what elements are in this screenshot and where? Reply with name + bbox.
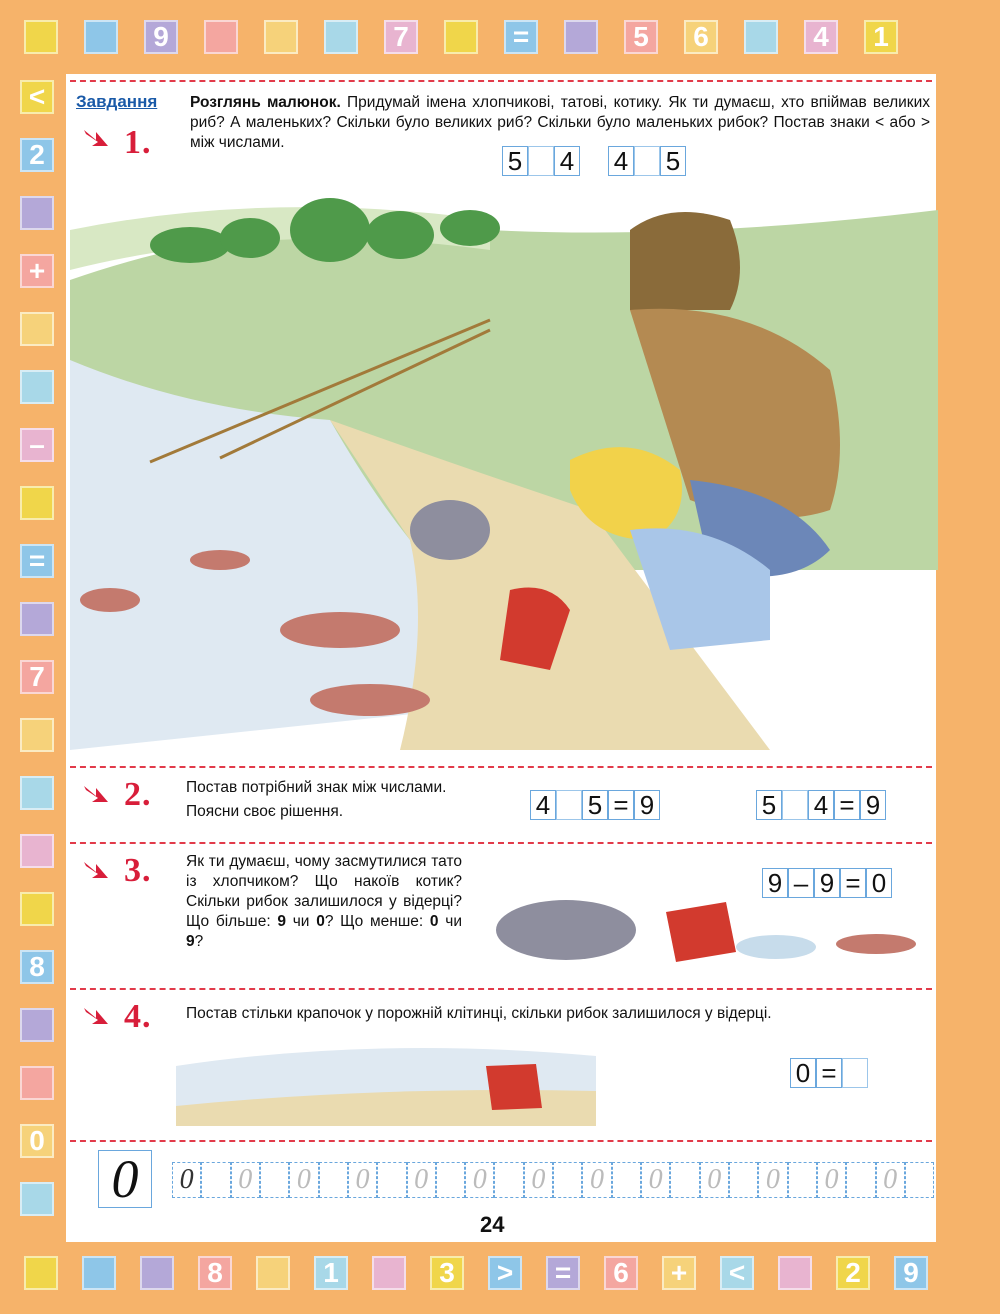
box-cell: = bbox=[816, 1058, 842, 1088]
arrow-icon bbox=[82, 782, 110, 806]
box-cell: 4 bbox=[808, 790, 834, 820]
divider bbox=[70, 766, 932, 768]
txt: ? Що менше: bbox=[324, 913, 430, 930]
writing-cell-empty[interactable] bbox=[201, 1162, 230, 1198]
border-tile bbox=[744, 20, 778, 54]
page-number: 24 bbox=[480, 1212, 505, 1237]
box-cell: 4 bbox=[554, 146, 580, 176]
task-1-number: 1. bbox=[124, 124, 152, 161]
task-4-number: 4. bbox=[124, 998, 152, 1035]
border-tile: 9 bbox=[144, 20, 178, 54]
task-1-bold: Розглянь малюнок. bbox=[190, 94, 341, 111]
writing-cell[interactable]: 0 bbox=[289, 1162, 318, 1198]
border-tile: 6 bbox=[684, 20, 718, 54]
task-2-boxes-b bbox=[756, 790, 886, 822]
border-tile: – bbox=[20, 428, 54, 462]
arrow-icon bbox=[82, 126, 110, 150]
box-cell: = bbox=[840, 868, 866, 898]
box-cell: 5 bbox=[756, 790, 782, 820]
border-tile: 2 bbox=[836, 1256, 870, 1290]
box-cell-empty[interactable] bbox=[842, 1058, 868, 1088]
box-cell: 0 bbox=[866, 868, 892, 898]
writing-cell-empty[interactable] bbox=[319, 1162, 348, 1198]
writing-cell-empty[interactable] bbox=[494, 1162, 523, 1198]
task-2-number: 2. bbox=[124, 776, 152, 813]
border-tile: 6 bbox=[604, 1256, 638, 1290]
border-tile bbox=[20, 1066, 54, 1100]
bold-num: 9 bbox=[277, 913, 287, 930]
border-tile bbox=[564, 20, 598, 54]
border-tile: = bbox=[504, 20, 538, 54]
writing-cell-empty[interactable] bbox=[846, 1162, 875, 1198]
border-tile: + bbox=[662, 1256, 696, 1290]
border-tile: 8 bbox=[198, 1256, 232, 1290]
border-tile bbox=[20, 776, 54, 810]
border-tile bbox=[20, 1008, 54, 1042]
divider bbox=[70, 988, 932, 990]
border-tile bbox=[20, 892, 54, 926]
box-cell: 9 bbox=[860, 790, 886, 820]
task-1-body: Придумай імена хлопчикові, татові, котику. Як ти думаєш, хто впіймав великих риб? А маленьких? Скільки було великих риб? Скільки було маленьких рибок? Постав знаки < або > між числами. bbox=[190, 94, 930, 151]
task-4-text: Постав стільки крапочок у порожній клітинці, скільки рибок залишилося у відерці. bbox=[186, 1005, 772, 1022]
fishing-illustration bbox=[70, 190, 938, 750]
box-cell-empty[interactable] bbox=[634, 146, 660, 176]
border-tile: 1 bbox=[864, 20, 898, 54]
border-tile bbox=[20, 834, 54, 868]
box-cell: 4 bbox=[608, 146, 634, 176]
border-tile: < bbox=[720, 1256, 754, 1290]
border-tile bbox=[264, 20, 298, 54]
border-tile bbox=[20, 1182, 54, 1216]
task-1-boxes-a bbox=[502, 146, 580, 178]
box-cell: 4 bbox=[530, 790, 556, 820]
border-tile bbox=[140, 1256, 174, 1290]
border-tile: 8 bbox=[20, 950, 54, 984]
writing-cell[interactable]: 0 bbox=[641, 1162, 670, 1198]
box-cell: 5 bbox=[502, 146, 528, 176]
writing-cell-empty[interactable] bbox=[436, 1162, 465, 1198]
border-tile bbox=[778, 1256, 812, 1290]
writing-cell[interactable]: 0 bbox=[700, 1162, 729, 1198]
writing-cell[interactable]: 0 bbox=[231, 1162, 260, 1198]
writing-cell-empty[interactable] bbox=[729, 1162, 758, 1198]
txt: чи bbox=[286, 913, 317, 930]
border-tile: 5 bbox=[624, 20, 658, 54]
border-tile: 4 bbox=[804, 20, 838, 54]
border-tile: 0 bbox=[20, 1124, 54, 1158]
border-tile bbox=[20, 486, 54, 520]
writing-cell[interactable]: 0 bbox=[524, 1162, 553, 1198]
border-tile: 7 bbox=[20, 660, 54, 694]
writing-cell[interactable]: 0 bbox=[407, 1162, 436, 1198]
writing-cell-empty[interactable] bbox=[788, 1162, 817, 1198]
writing-cell[interactable]: 0 bbox=[348, 1162, 377, 1198]
border-tile bbox=[444, 20, 478, 54]
writing-cell-empty[interactable] bbox=[612, 1162, 641, 1198]
border-tile: = bbox=[20, 544, 54, 578]
border-tile bbox=[24, 1256, 58, 1290]
border-tile bbox=[20, 602, 54, 636]
task-2-boxes-a bbox=[530, 790, 660, 822]
border-tile bbox=[256, 1256, 290, 1290]
border-tile bbox=[20, 196, 54, 230]
pond-illustration bbox=[176, 1036, 596, 1126]
writing-cell[interactable]: 0 bbox=[582, 1162, 611, 1198]
box-cell-empty[interactable] bbox=[528, 146, 554, 176]
task-3-boxes bbox=[762, 868, 892, 900]
border-tile: 7 bbox=[384, 20, 418, 54]
bold-num: 0 bbox=[429, 913, 439, 930]
box-cell-empty[interactable] bbox=[556, 790, 582, 820]
border-tile bbox=[372, 1256, 406, 1290]
box-cell: 9 bbox=[814, 868, 840, 898]
box-cell: 9 bbox=[634, 790, 660, 820]
task-1-boxes-b bbox=[608, 146, 686, 178]
border-tile bbox=[20, 370, 54, 404]
border-tile bbox=[324, 20, 358, 54]
task-1-text bbox=[190, 93, 930, 153]
writing-cell[interactable]: 0 bbox=[817, 1162, 846, 1198]
task-3-text bbox=[186, 852, 462, 952]
divider bbox=[70, 1140, 932, 1142]
writing-cell[interactable]: 0 bbox=[758, 1162, 787, 1198]
border-tile bbox=[20, 718, 54, 752]
box-cell: 5 bbox=[660, 146, 686, 176]
arrow-icon bbox=[82, 1004, 110, 1028]
txt: чи bbox=[438, 913, 462, 930]
box-cell: – bbox=[788, 868, 814, 898]
border-tile bbox=[20, 312, 54, 346]
task-2-line-1: Постав потрібний знак між числами. bbox=[186, 779, 447, 796]
box-cell: 9 bbox=[762, 868, 788, 898]
writing-cell[interactable]: 0 bbox=[876, 1162, 905, 1198]
writing-cell-empty[interactable] bbox=[905, 1162, 934, 1198]
task-3-number: 3. bbox=[124, 852, 152, 889]
border-tile: 2 bbox=[20, 138, 54, 172]
txt: ? bbox=[194, 933, 204, 950]
border-tile: 9 bbox=[894, 1256, 928, 1290]
writing-sample: 0 bbox=[98, 1150, 152, 1208]
border-tile bbox=[24, 20, 58, 54]
task-4-boxes bbox=[790, 1058, 868, 1090]
border-tile bbox=[82, 1256, 116, 1290]
box-cell: 5 bbox=[582, 790, 608, 820]
header-label: Завдання bbox=[76, 92, 158, 111]
writing-cell[interactable]: 0 bbox=[465, 1162, 494, 1198]
border-tile: = bbox=[546, 1256, 580, 1290]
box-cell-empty[interactable] bbox=[782, 790, 808, 820]
border-tile: + bbox=[20, 254, 54, 288]
border-tile: 3 bbox=[430, 1256, 464, 1290]
writing-cell-empty[interactable] bbox=[377, 1162, 406, 1198]
border-tile: > bbox=[488, 1256, 522, 1290]
bold-num: 9 bbox=[186, 933, 195, 950]
arrow-icon bbox=[82, 858, 110, 882]
box-cell: = bbox=[608, 790, 634, 820]
divider bbox=[70, 842, 932, 844]
writing-cell[interactable]: 0 bbox=[172, 1162, 201, 1198]
border-tile: < bbox=[20, 80, 54, 114]
writing-cell-empty[interactable] bbox=[260, 1162, 289, 1198]
divider bbox=[70, 80, 932, 82]
border-tile bbox=[84, 20, 118, 54]
task-3-body: Як ти думаєш, чому засмутилися тато із хлопчиком? Що накоїв котик? Скільки рибок залишилося у відерці? Що більше: bbox=[186, 853, 462, 930]
border-tile: 1 bbox=[314, 1256, 348, 1290]
box-cell: = bbox=[834, 790, 860, 820]
writing-practice-row[interactable] bbox=[172, 1162, 934, 1198]
border-tile bbox=[204, 20, 238, 54]
writing-cell-empty[interactable] bbox=[553, 1162, 582, 1198]
bold-num: 0 bbox=[316, 913, 325, 930]
task-2-line-2: Поясни своє рішення. bbox=[186, 803, 344, 820]
writing-cell-empty[interactable] bbox=[670, 1162, 699, 1198]
box-cell: 0 bbox=[790, 1058, 816, 1088]
